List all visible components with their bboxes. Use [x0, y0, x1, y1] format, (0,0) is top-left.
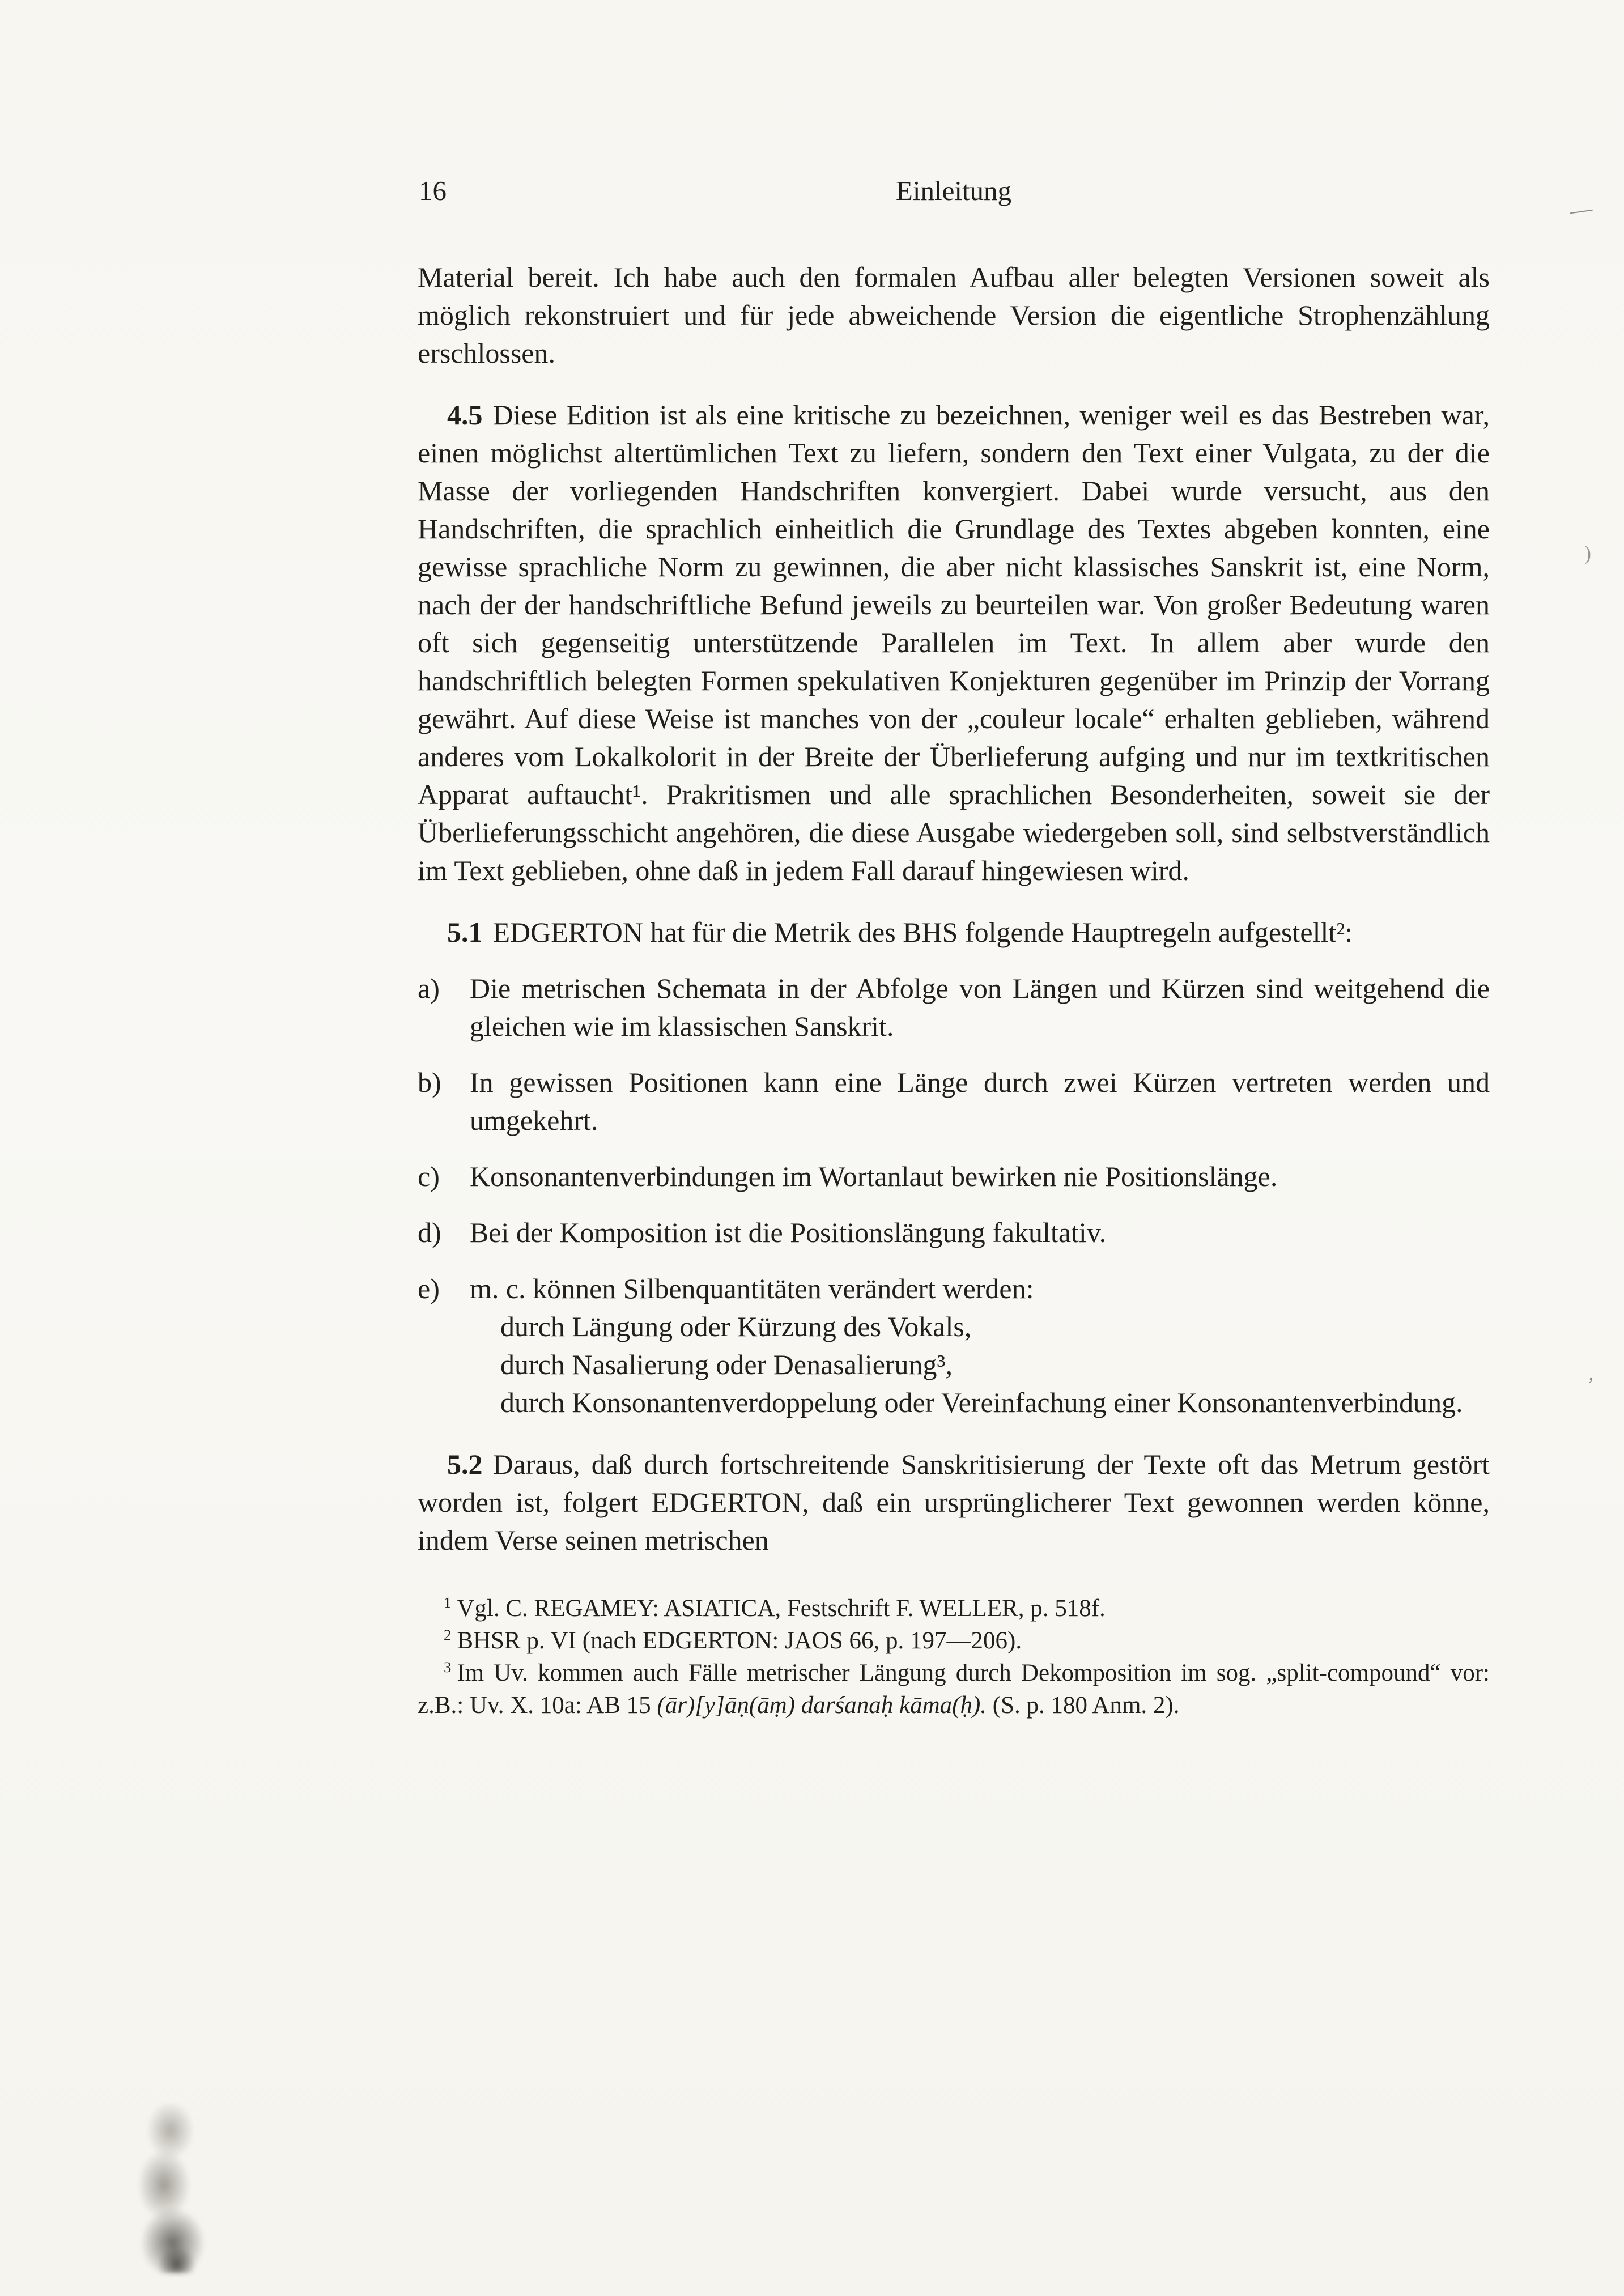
rule-subline: durch Konsonantenverdoppelung oder Vereinfachung einer Konsonantenverbindung. — [500, 1387, 1463, 1418]
text-block — [418, 175, 1490, 1721]
rule-subline: durch Nasalierung oder Denasalierung³, — [500, 1349, 953, 1380]
footnote-1 — [418, 1592, 1490, 1625]
rule-item-b — [418, 1064, 1490, 1140]
rule-item-e — [418, 1270, 1490, 1422]
section-text: Daraus, daß durch fortschreitende Sanskritisierung der Texte oft das Metrum gestört worden ist, folgert EDGERTON, daß ein ursprünglicherer Text gewonnen werden könne, indem Verse seinen metrischen — [418, 1448, 1490, 1556]
rule-label: e) — [418, 1273, 440, 1304]
footnote-text: Im Uv. kommen auch Fälle metrischer Längung durch Dekomposition im sog. „split-compound“ vor: z.B.: Uv. X. 10a: AB 15 (ār)[y]āṇ(āṃ) darśanaḥ kāma(ḥ). (S. p. 180 Anm. 2). — [418, 1660, 1490, 1719]
running-title: Einleitung — [895, 175, 1012, 206]
rule-text: In gewissen Positionen kann eine Länge durch zwei Kürzen vertreten werden und umgekehrt. — [470, 1066, 1490, 1136]
footnote-text: BHSR p. VI (nach EDGERTON: JAOS 66, p. 197—206). — [457, 1627, 1022, 1654]
rule-list — [418, 970, 1490, 1422]
page-number: 16 — [419, 175, 447, 206]
rule-text: Bei der Komposition ist die Positionslängung fakultativ. — [470, 1217, 1107, 1248]
paragraph-4-5 — [418, 396, 1490, 890]
footnote-3 — [418, 1657, 1490, 1721]
rule-item-a — [418, 970, 1490, 1045]
rule-item-c — [418, 1158, 1490, 1196]
scan-artifact: ) — [1584, 542, 1591, 564]
rule-text: Konsonantenverbindungen im Wortanlaut bewirken nie Positionslänge. — [470, 1160, 1278, 1192]
rule-text-lead: m. c. können Silbenquantitäten verändert werden: — [470, 1273, 1034, 1304]
section-number: 5.2 — [447, 1448, 483, 1480]
section-text: Diese Edition ist als eine kritische zu bezeichnen, weniger weil es das Bestreben war, einen möglichst altertümlichen Text zu liefern, sondern den Text einer Vulgata, zu der die Masse der vorliegenden Handschriften konvergiert. Dabei wurde versucht, aus den Handschriften, die sprachlich einheitlich die Grundlage des Textes abgeben konnten, eine gewisse sprachliche Norm zu gewinnen, die aber nicht klassisches Sanskrit ist, eine Norm, nach der der handschriftliche Befund jeweils zu beurteilen war. Von großer Bedeutung waren oft sich gegenseitig unterstützende Parallelen im Text. In allem aber wurde den handschriftlich belegten Formen spekulativen Konjekturen gegenüber im Prinzip der Vorrang gewährt. Auf diese Weise ist manches von der „couleur locale“ erhalten geblieben, während anderes vom Lokalkolorit in der Breite der Überlieferung aufging und nur im textkritischen Apparat auftaucht¹. Prakritismen und alle sprachlichen Besonderheiten, soweit sie der Überlieferungsschicht angehören, die diese Ausgabe wiedergeben soll, sind selbstverständlich im Text geblieben, ohne daß in jedem Fall darauf hingewiesen wird. — [418, 399, 1490, 886]
rule-label: a) — [418, 972, 440, 1004]
paragraph-intro: Material bereit. Ich habe auch den formalen Aufbau aller belegten Versionen soweit als möglich rekonstruiert und für jede abweichende Version die eigentliche Strophenzählung erschlossen. — [418, 261, 1490, 369]
section-text: EDGERTON hat für die Metrik des BHS folgende Hauptregeln aufgestellt²: — [492, 916, 1353, 948]
footnotes-block — [418, 1592, 1490, 1721]
rule-item-d — [418, 1214, 1490, 1252]
scan-smudge — [129, 2103, 209, 2273]
footnote-marker: 3 — [444, 1658, 452, 1676]
rule-subline: durch Längung oder Kürzung des Vokals, — [500, 1311, 972, 1342]
rule-label: b) — [418, 1066, 441, 1098]
scan-artifact: — — [1567, 195, 1594, 224]
section-number: 4.5 — [447, 399, 483, 431]
footnote-marker: 1 — [444, 1593, 452, 1611]
running-header — [418, 175, 1490, 210]
paragraph-5-1 — [418, 913, 1490, 951]
rule-label: d) — [418, 1217, 441, 1248]
rule-label: c) — [418, 1160, 440, 1192]
paragraph-5-2 — [418, 1445, 1490, 1559]
footnote-text: Vgl. C. REGAMEY: ASIATICA, Festschrift F. WELLER, p. 518f. — [457, 1595, 1106, 1622]
footnote-2 — [418, 1625, 1490, 1657]
footnote-marker: 2 — [444, 1626, 452, 1643]
section-number: 5.1 — [447, 916, 483, 948]
rule-text — [470, 1270, 1490, 1422]
rule-text: Die metrischen Schemata in der Abfolge von Längen und Kürzen sind weitgehend die gleichen wie im klassischen Sanskrit. — [470, 972, 1490, 1042]
scan-artifact: ’ — [1588, 1374, 1595, 1395]
